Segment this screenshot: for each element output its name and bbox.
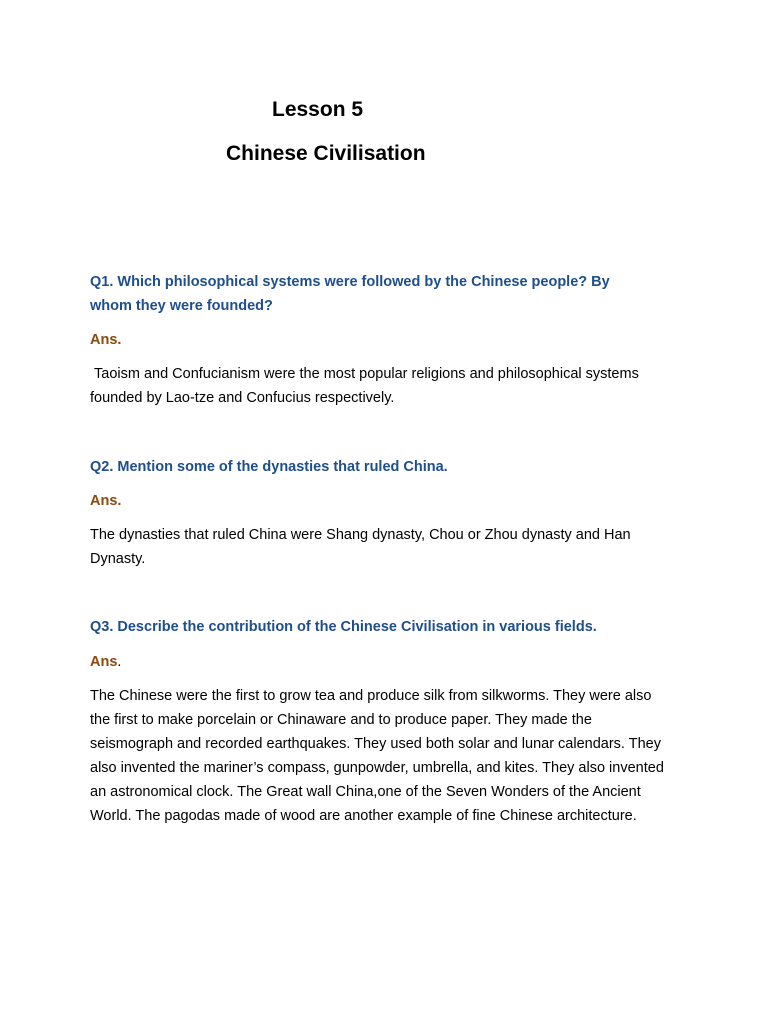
- ans-label-1: Ans.: [90, 332, 122, 348]
- ans-label-3: [90, 650, 650, 674]
- ans-label-2: Ans.: [90, 493, 122, 509]
- answer-2: The dynasties that ruled China were Shang dynasty, Chou or Zhou dynasty and Han Dynasty.: [90, 527, 631, 567]
- answer-1: Taoism and Confucianism were the most popular religions and philosophical systems founded by Lao-tze and Confucius respectively.: [90, 366, 639, 406]
- answer-3: The Chinese were the first to grow tea and produce silk from silkworms. They were also the first to make porcelain or Chinaware and to produce paper. They made the seismograph and recorded earthquakes. They used both solar and lunar calendars. They also invented the mariner’s compass, gunpowder, umbrella, and kites. They also invented an astronomical clock. The Great wall China,one of the Seven Wonders of the Ancient World. The pagodas made of wood are another example of fine Chinese architecture.: [90, 688, 664, 824]
- topic-heading: Chinese Civilisation: [226, 142, 426, 165]
- lesson-heading: Lesson 5: [272, 98, 364, 121]
- ans-label-3-dot: .: [117, 654, 122, 670]
- question-3: Q3. Describe the contribution of the Chinese Civilisation in various fields.: [90, 619, 597, 635]
- question-1: Q1. Which philosophical systems were followed by the Chinese people? By whom they were founded?: [90, 274, 610, 314]
- ans-label-3-text: Ans: [90, 654, 118, 670]
- question-2: Q2. Mention some of the dynasties that ruled China.: [90, 459, 448, 475]
